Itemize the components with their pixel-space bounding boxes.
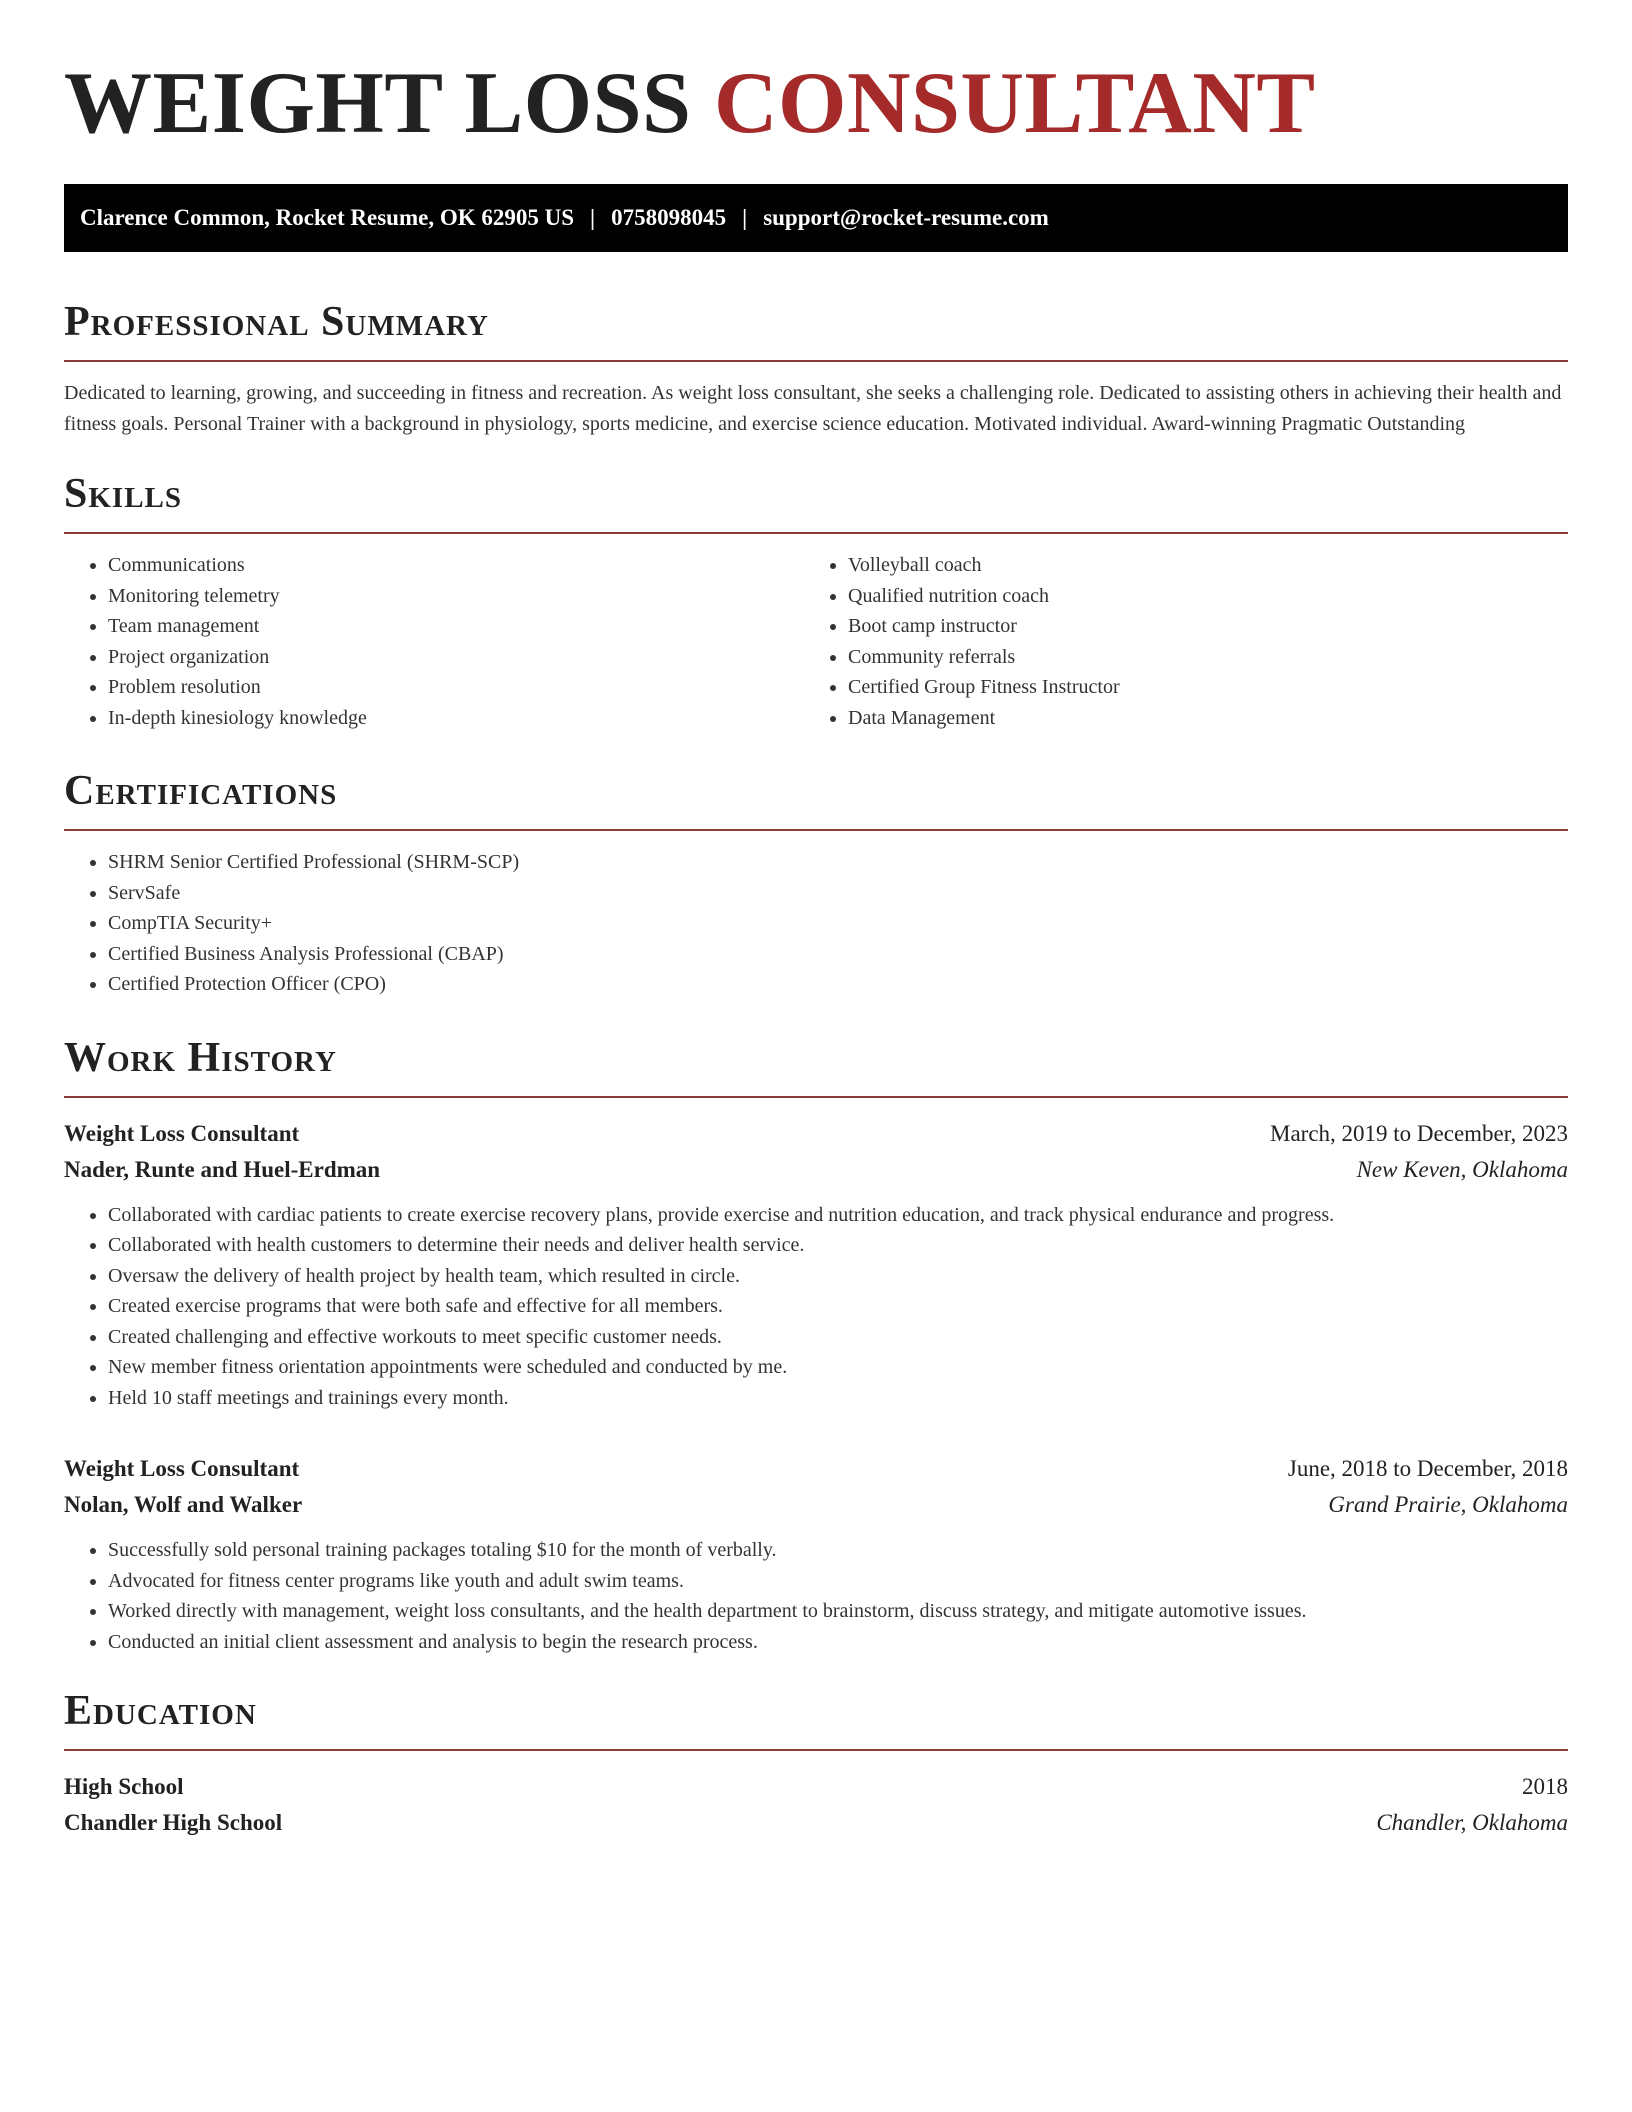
certification-item: • Certified Business Analysis Professional (CBAP) [108, 939, 1568, 970]
job-title: Weight Loss Consultant [64, 1456, 300, 1481]
job-duty: • Worked directly with management, weight loss consultants, and the health department to brainstorm, discuss strategy, and mitigate automotive issues. [108, 1596, 1568, 1627]
skill-item: • Monitoring telemetry [108, 581, 804, 612]
job-location: Grand Prairie, Oklahoma [1328, 1492, 1568, 1517]
skill-item: • Project organization [108, 642, 804, 673]
certification-item: • Certified Protection Officer (CPO) [108, 969, 1568, 1000]
skills-heading: Skills [64, 470, 1568, 534]
certification-item: • ServSafe [108, 878, 1568, 909]
work-heading: Work History [64, 1034, 1568, 1098]
education-degree: High School [64, 1774, 184, 1799]
skills-list-left [64, 550, 804, 733]
summary-heading: Professional Summary [64, 298, 1568, 362]
skill-item: • Communications [108, 550, 804, 581]
skills-section [64, 470, 1568, 733]
contact-separator: | [590, 205, 596, 230]
education-degree-row [64, 1769, 1568, 1805]
job-duty: • Held 10 staff meetings and trainings every month. [108, 1383, 1568, 1414]
job-dates: March, 2019 to December, 2023 [1270, 1120, 1568, 1146]
skill-item: • In-depth kinesiology knowledge [108, 703, 804, 734]
skill-item: • Volleyball coach [848, 550, 1568, 581]
education-school-row [64, 1805, 1568, 1841]
job-duty: • Created challenging and effective workouts to meet specific customer needs. [108, 1322, 1568, 1353]
job-duty: • Conducted an initial client assessment and analysis to begin the research process. [108, 1627, 1568, 1658]
job-dates: June, 2018 to December, 2018 [1287, 1456, 1568, 1481]
job-title-row [64, 1451, 1568, 1487]
title-accent: CONSULTANT [713, 55, 1316, 152]
job-company: Nolan, Wolf and Walker [64, 1492, 303, 1517]
education-entry [64, 1769, 1568, 1841]
job-duty: • Collaborated with health customers to determine their needs and deliver health service. [108, 1230, 1568, 1261]
job-entry [64, 1116, 1568, 1414]
contact-phone: 0758098045 [611, 205, 727, 230]
skills-list-right [804, 550, 1568, 733]
education-heading: Education [64, 1687, 1568, 1751]
work-section [64, 1034, 1568, 1658]
job-company: Nader, Runte and Huel-Erdman [64, 1156, 381, 1182]
job-entry [64, 1451, 1568, 1657]
certifications-section [64, 767, 1568, 1000]
job-company-row [64, 1487, 1568, 1523]
education-year: 2018 [1522, 1774, 1568, 1799]
skill-item: • Team management [108, 611, 804, 642]
skill-item: • Certified Group Fitness Instructor [848, 672, 1568, 703]
education-location: Chandler, Oklahoma [1376, 1810, 1568, 1835]
job-duty: • Advocated for fitness center programs like youth and adult swim teams. [108, 1566, 1568, 1597]
job-duty: • Successfully sold personal training packages totaling $10 for the month of verbally. [108, 1535, 1568, 1566]
resume-title [64, 56, 1568, 152]
job-duty: • Collaborated with cardiac patients to create exercise recovery plans, provide exercise and nutrition education, and track physical endurance and progress. [108, 1200, 1568, 1231]
certifications-list [64, 847, 1568, 1000]
skill-item: • Boot camp instructor [848, 611, 1568, 642]
job-duties [64, 1200, 1568, 1414]
contact-address: Clarence Common, Rocket Resume, OK 62905 US [80, 205, 575, 230]
job-duty: • Oversaw the delivery of health project by health team, which resulted in circle. [108, 1261, 1568, 1292]
certifications-heading: Certifications [64, 767, 1568, 831]
skill-item: • Community referrals [848, 642, 1568, 673]
job-duties [64, 1535, 1568, 1657]
job-location: New Keven, Oklahoma [1356, 1156, 1568, 1182]
job-title: Weight Loss Consultant [64, 1120, 300, 1146]
skill-item: • Data Management [848, 703, 1568, 734]
certification-item: • CompTIA Security+ [108, 908, 1568, 939]
job-duty: • New member fitness orientation appointments were scheduled and conducted by me. [108, 1352, 1568, 1383]
skill-item: • Qualified nutrition coach [848, 581, 1568, 612]
education-section [64, 1687, 1568, 1841]
summary-text: Dedicated to learning, growing, and succeeding in fitness and recreation. As weight loss consultant, she seeks a challenging role. Dedicated to assisting others in achieving their health and fitness goals. Personal Trainer with a background in physiology, sports medicine, and exercise science education. Motivated individual. Award-winning Pragmatic Outstanding [64, 382, 1562, 435]
summary-section [64, 298, 1568, 440]
contact-separator: | [742, 205, 748, 230]
education-school: Chandler High School [64, 1810, 283, 1835]
contact-bar [64, 184, 1568, 252]
title-main: WEIGHT LOSS [64, 55, 692, 152]
certification-item: • SHRM Senior Certified Professional (SHRM-SCP) [108, 847, 1568, 878]
job-title-row [64, 1116, 1568, 1152]
skills-grid [64, 534, 1568, 733]
contact-email: support@rocket-resume.com [763, 205, 1049, 230]
skill-item: • Problem resolution [108, 672, 804, 703]
job-company-row [64, 1152, 1568, 1188]
job-duty: • Created exercise programs that were both safe and effective for all members. [108, 1291, 1568, 1322]
